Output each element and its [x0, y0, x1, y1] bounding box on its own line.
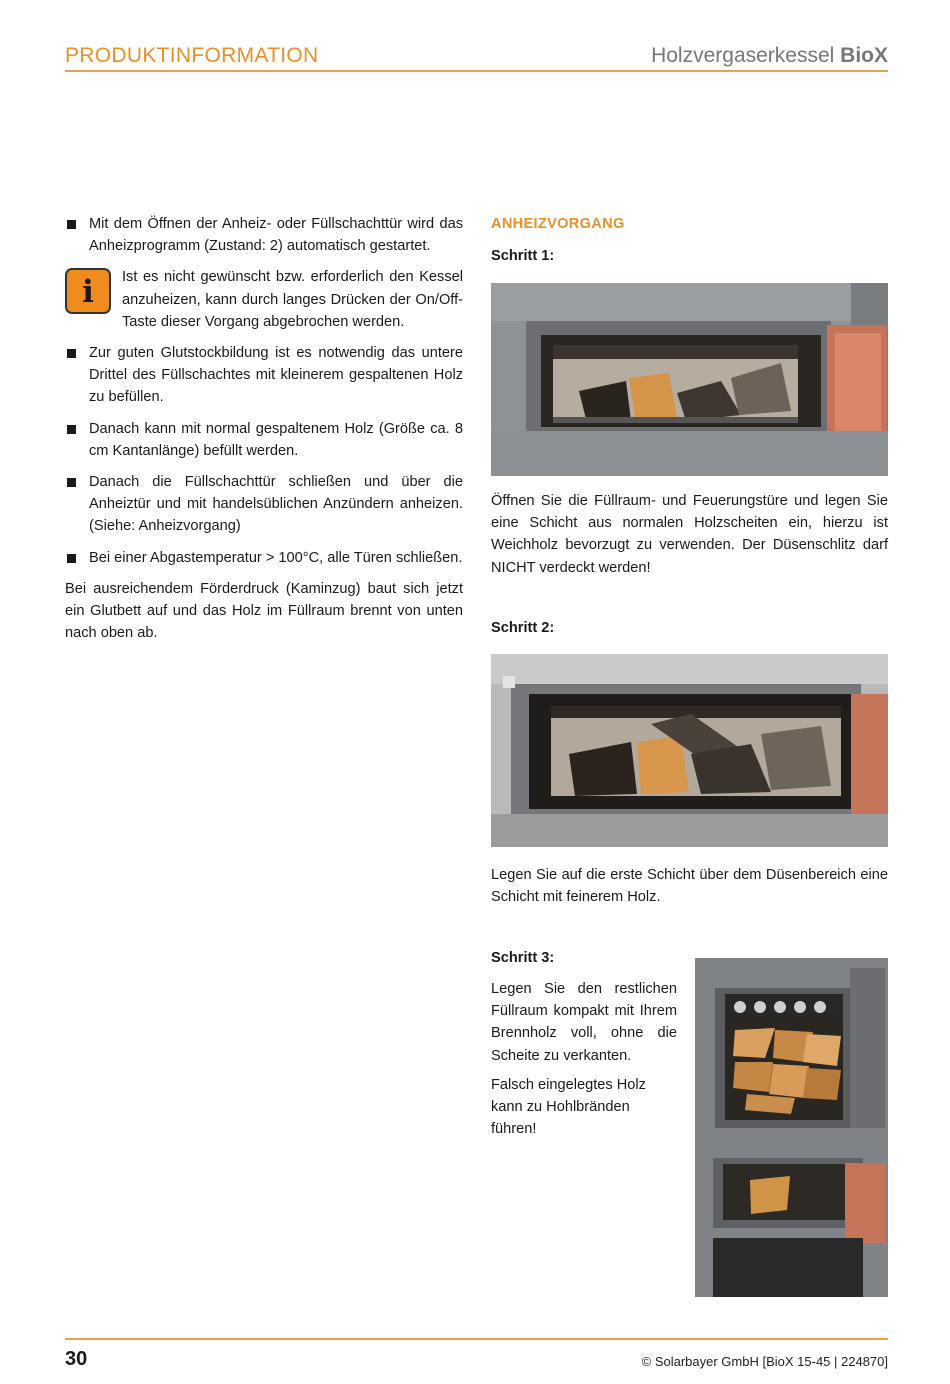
- page-number: 30: [65, 1348, 88, 1370]
- info-text: Ist es nicht gewünscht bzw. erforderlich den Kessel anzuheizen, kann durch langes Drücken der On/Off-Taste dieser Vorgang abgebrochen werden.: [122, 269, 463, 330]
- step3-photo: [695, 958, 888, 1297]
- header-product-title: [651, 44, 888, 68]
- bullet-item: [65, 471, 463, 538]
- bullet-item: [65, 213, 463, 257]
- bullet-square-icon: [67, 554, 76, 563]
- bullet-text: Bei einer Abgastemperatur > 100°C, alle Türen schließen.: [89, 549, 463, 566]
- bullet-square-icon: [67, 220, 76, 229]
- step1-caption: Öffnen Sie die Füllraum- und Feuerungstüre und legen Sie eine Schicht aus normalen Holzscheiten ein, hierzu ist Weichholz bevorzugt zu verwenden. Der Düsenschlitz darf NICHT verdeckt werden!: [491, 493, 888, 576]
- step2-label: Schritt 2:: [491, 620, 555, 636]
- left-column: [65, 213, 463, 644]
- step2-caption: Legen Sie auf die erste Schicht über dem Düsenbereich eine Schicht mit feinerem Holz.: [491, 867, 888, 906]
- header-section-title: PRODUKTINFORMATION: [65, 44, 319, 67]
- header-divider: [65, 70, 888, 72]
- header-product-prefix: Holzvergaserkessel: [651, 44, 841, 67]
- bullet-square-icon: [67, 478, 76, 487]
- header-product-name: BioX: [840, 44, 888, 67]
- bullet-square-icon: [67, 425, 76, 434]
- bullet-text: Danach kann mit normal gespaltenem Holz (Größe ca. 8 cm Kantanlänge) befüllt werden.: [89, 420, 463, 459]
- step2-photo: [491, 654, 888, 847]
- footer-divider: [65, 1338, 888, 1340]
- bullet-square-icon: [67, 349, 76, 358]
- section-heading: ANHEIZVORGANG: [491, 216, 625, 232]
- bullet-item: [65, 418, 463, 462]
- step3-caption: Legen Sie den restlichen Füllraum kompakt mit Ihrem Brennholz voll, ohne die Scheite zu verkanten.: [491, 981, 677, 1064]
- info-note: [65, 266, 463, 333]
- step3-label: Schritt 3:: [491, 950, 555, 966]
- bullet-text: Zur guten Glutstockbildung ist es notwendig das untere Drittel des Füllschachtes mit kleinerem gespaltenen Holz zu befüllen.: [89, 345, 463, 406]
- step1-label: Schritt 1:: [491, 248, 555, 264]
- info-icon: i: [65, 268, 111, 314]
- step1-photo: [491, 283, 888, 476]
- bullet-text: Danach die Füllschachttür schließen und über die Anheiztür und mit handelsüblichen Anzündern anheizen. (Siehe: Anheizvorgang): [89, 474, 463, 535]
- bullet-item: [65, 547, 463, 569]
- bullet-item: [65, 342, 463, 409]
- step3-warning: Falsch eingelegtes Holz kann zu Hohlbränden führen!: [491, 1077, 646, 1138]
- copyright-notice: © Solarbayer GmbH [BioX 15-45 | 224870]: [641, 1354, 888, 1369]
- closing-paragraph: Bei ausreichendem Förderdruck (Kaminzug) baut sich jetzt ein Glutbett auf und das Holz im Füllraum brennt von unten nach oben ab.: [65, 580, 463, 642]
- bullet-text: Mit dem Öffnen der Anheiz- oder Füllschachttür wird das Anheizprogramm (Zustand: 2) automatisch gestartet.: [89, 216, 463, 255]
